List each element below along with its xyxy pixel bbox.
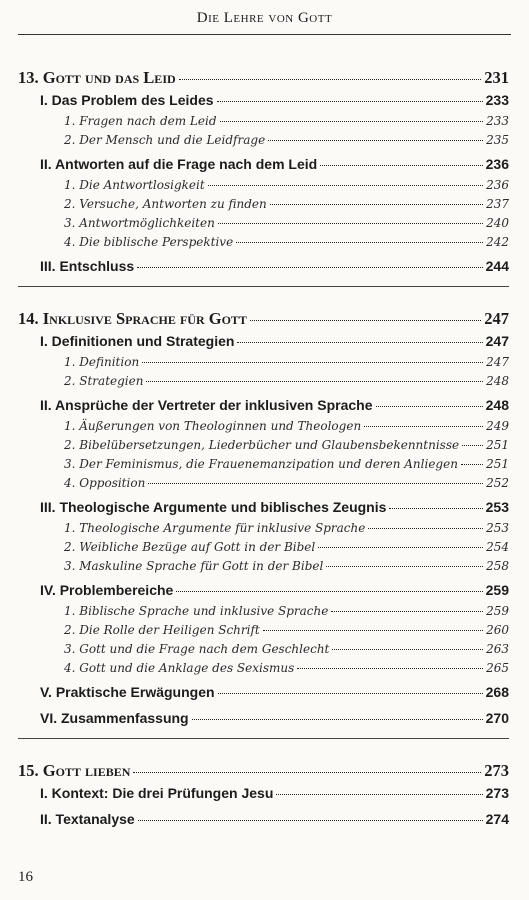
dot-leader [192, 719, 483, 720]
section-entry-label: II. Ansprüche der Vertreter der inklusiven Sprache [40, 397, 373, 413]
subsection-entry-page-number: 247 [486, 355, 509, 369]
subsection-entry-page-number: 237 [486, 197, 509, 211]
section-entry-page-number: 259 [485, 582, 509, 598]
dot-leader [389, 508, 482, 509]
dot-leader [297, 668, 483, 669]
section-entry-page-number: 268 [485, 684, 509, 700]
subsection-entry-label: 4. Gott und die Anklage des Sexismus [64, 661, 295, 675]
section-entry-page-number: 270 [485, 710, 509, 726]
dot-leader [326, 566, 483, 567]
subsection-entry[interactable] [18, 374, 509, 393]
subsection-entry[interactable] [18, 355, 509, 374]
subsection-entry-label: 2. Die Rolle der Heiligen Schrift [64, 623, 260, 637]
subsection-entry[interactable] [18, 438, 509, 457]
subsection-entry-label: 2. Strategien [64, 374, 144, 388]
dot-leader [276, 794, 482, 795]
subsection-entry-label: 2. Versuche, Antworten zu finden [64, 197, 267, 211]
subsection-entry-page-number: 248 [486, 374, 509, 388]
subsection-entry[interactable] [18, 197, 509, 216]
subsection-entry-page-number: 240 [486, 216, 509, 230]
section-entry[interactable] [18, 785, 509, 807]
section-entry-label: II. Antworten auf die Frage nach dem Leid [40, 156, 318, 172]
subsection-entry-label: 2. Bibelübersetzungen, Liederbücher und Glaubensbekenntnisse [64, 438, 460, 452]
section-entry[interactable] [18, 811, 509, 833]
subsection-entry-label: 3. Antwortmöglichkeiten [64, 216, 215, 230]
chapter-entry-label: 14. Inklusive Sprache für Gott [18, 309, 247, 328]
subsection-entry-page-number: 260 [486, 623, 509, 637]
subsection-entry-page-number: 258 [486, 559, 509, 573]
chapter-entry-page-number: 231 [484, 68, 509, 87]
subsection-entry-label: 4. Opposition [64, 476, 146, 490]
dot-leader [237, 342, 482, 343]
subsection-entry[interactable] [18, 559, 509, 578]
section-entry-label: V. Praktische Erwägungen [40, 684, 215, 700]
section-entry[interactable] [18, 684, 509, 706]
subsection-entry-label: 3. Der Feminismus, die Frauenemanzipation und deren Anliegen [64, 457, 458, 471]
subsection-entry-page-number: 235 [486, 133, 509, 147]
dot-leader [218, 223, 483, 224]
section-entry[interactable] [18, 92, 509, 114]
dot-leader [368, 528, 483, 529]
subsection-entry[interactable] [18, 623, 509, 642]
dot-leader [332, 649, 483, 650]
section-entry-label: I. Das Problem des Leides [40, 92, 214, 108]
subsection-entry-page-number: 263 [486, 642, 509, 656]
subsection-entry[interactable] [18, 133, 509, 152]
section-entry[interactable] [18, 333, 509, 355]
section-entry-label: IV. Problembereiche [40, 582, 174, 598]
subsection-entry[interactable] [18, 642, 509, 661]
subsection-entry-page-number: 252 [486, 476, 509, 490]
dot-leader [220, 121, 484, 122]
dot-leader [331, 611, 483, 612]
chapter-block [18, 761, 509, 839]
dot-leader [250, 320, 481, 321]
section-entry-page-number: 236 [485, 156, 509, 172]
subsection-entry[interactable] [18, 476, 509, 495]
section-entry-page-number: 274 [485, 811, 509, 827]
dot-leader [217, 101, 483, 102]
subsection-entry[interactable] [18, 178, 509, 197]
subsection-entry[interactable] [18, 419, 509, 438]
dot-leader [268, 140, 483, 141]
dot-leader [138, 820, 483, 821]
section-entry-page-number: 273 [485, 785, 509, 801]
chapter-block [18, 309, 509, 739]
subsection-entry-page-number: 251 [486, 457, 509, 471]
subsection-entry-label: 1. Fragen nach dem Leid [64, 114, 217, 128]
dot-leader [176, 591, 482, 592]
header-rule [18, 34, 511, 35]
chapter-entry-label: 15. Gott lieben [18, 761, 131, 780]
chapter-entry[interactable] [18, 309, 509, 333]
table-of-contents [18, 68, 509, 861]
chapter-entry[interactable] [18, 761, 509, 785]
subsection-entry-label: 4. Die biblische Perspektive [64, 235, 234, 249]
subsection-entry[interactable] [18, 521, 509, 540]
subsection-entry-page-number: 249 [486, 419, 509, 433]
section-entry-label: I. Definitionen und Strategien [40, 333, 235, 349]
section-entry-label: III. Theologische Argumente und biblisches Zeugnis [40, 499, 387, 515]
dot-leader [236, 242, 483, 243]
section-entry[interactable] [18, 582, 509, 604]
subsection-entry-label: 2. Weibliche Bezüge auf Gott in der Bibel [64, 540, 316, 554]
dot-leader [320, 165, 482, 166]
dot-leader [148, 483, 483, 484]
subsection-entry[interactable] [18, 540, 509, 559]
chapter-entry-label: 13. Gott und das Leid [18, 68, 176, 87]
chapter-entry-page-number: 247 [484, 309, 509, 328]
dot-leader [146, 381, 483, 382]
subsection-entry-page-number: 236 [486, 178, 509, 192]
chapter-entry-page-number: 273 [484, 761, 509, 780]
chapter-block [18, 68, 509, 287]
dot-leader [133, 772, 481, 773]
section-entry[interactable] [18, 258, 509, 280]
running-head: Die Lehre von Gott [196, 10, 333, 26]
dot-leader [137, 267, 483, 268]
subsection-entry-label: 2. Der Mensch und die Leidfrage [64, 133, 266, 147]
section-entry[interactable] [18, 156, 509, 178]
section-entry-page-number: 244 [485, 258, 509, 274]
subsection-entry[interactable] [18, 661, 509, 680]
dot-leader [376, 406, 483, 407]
subsection-entry-page-number: 253 [486, 521, 509, 535]
subsection-entry[interactable] [18, 216, 509, 235]
dot-leader [364, 426, 483, 427]
page-number: 16 [18, 869, 33, 885]
dot-leader [208, 185, 483, 186]
section-entry-page-number: 248 [485, 397, 509, 413]
subsection-entry-page-number: 251 [486, 438, 509, 452]
subsection-entry[interactable] [18, 235, 509, 254]
subsection-entry-page-number: 254 [486, 540, 509, 554]
section-entry-page-number: 253 [485, 499, 509, 515]
subsection-entry-page-number: 242 [486, 235, 509, 249]
subsection-entry-label: 1. Theologische Argumente für inklusive Sprache [64, 521, 366, 535]
chapter-entry[interactable] [18, 68, 509, 92]
dot-leader [218, 693, 483, 694]
subsection-entry-page-number: 265 [486, 661, 509, 675]
section-entry-page-number: 233 [485, 92, 509, 108]
section-entry[interactable] [18, 397, 509, 419]
subsection-entry-label: 1. Definition [64, 355, 140, 369]
section-entry-label: VI. Zusammenfassung [40, 710, 189, 726]
dot-leader [462, 445, 483, 446]
section-entry-label: III. Entschluss [40, 258, 135, 274]
dot-leader [270, 204, 483, 205]
dot-leader [461, 464, 483, 465]
subsection-entry-page-number: 233 [486, 114, 509, 128]
dot-leader [263, 630, 483, 631]
section-entry[interactable] [18, 499, 509, 521]
subsection-entry-label: 3. Gott und die Frage nach dem Geschlecht [64, 642, 330, 656]
subsection-entry-label: 1. Äußerungen von Theologinnen und Theologen [64, 419, 362, 433]
dot-leader [318, 547, 483, 548]
dot-leader [142, 362, 483, 363]
section-entry[interactable] [18, 710, 509, 732]
subsection-entry[interactable] [18, 457, 509, 476]
subsection-entry-label: 1. Die Antwortlosigkeit [64, 178, 205, 192]
section-entry-label: I. Kontext: Die drei Prüfungen Jesu [40, 785, 274, 801]
section-entry-label: II. Textanalyse [40, 811, 135, 827]
subsection-entry-label: 1. Biblische Sprache und inklusive Sprache [64, 604, 329, 618]
section-entry-page-number: 247 [485, 333, 509, 349]
subsection-entry[interactable] [18, 114, 509, 133]
subsection-entry-label: 3. Maskuline Sprache für Gott in der Bibel [64, 559, 324, 573]
dot-leader [179, 79, 482, 80]
subsection-entry[interactable] [18, 604, 509, 623]
subsection-entry-page-number: 259 [486, 604, 509, 618]
